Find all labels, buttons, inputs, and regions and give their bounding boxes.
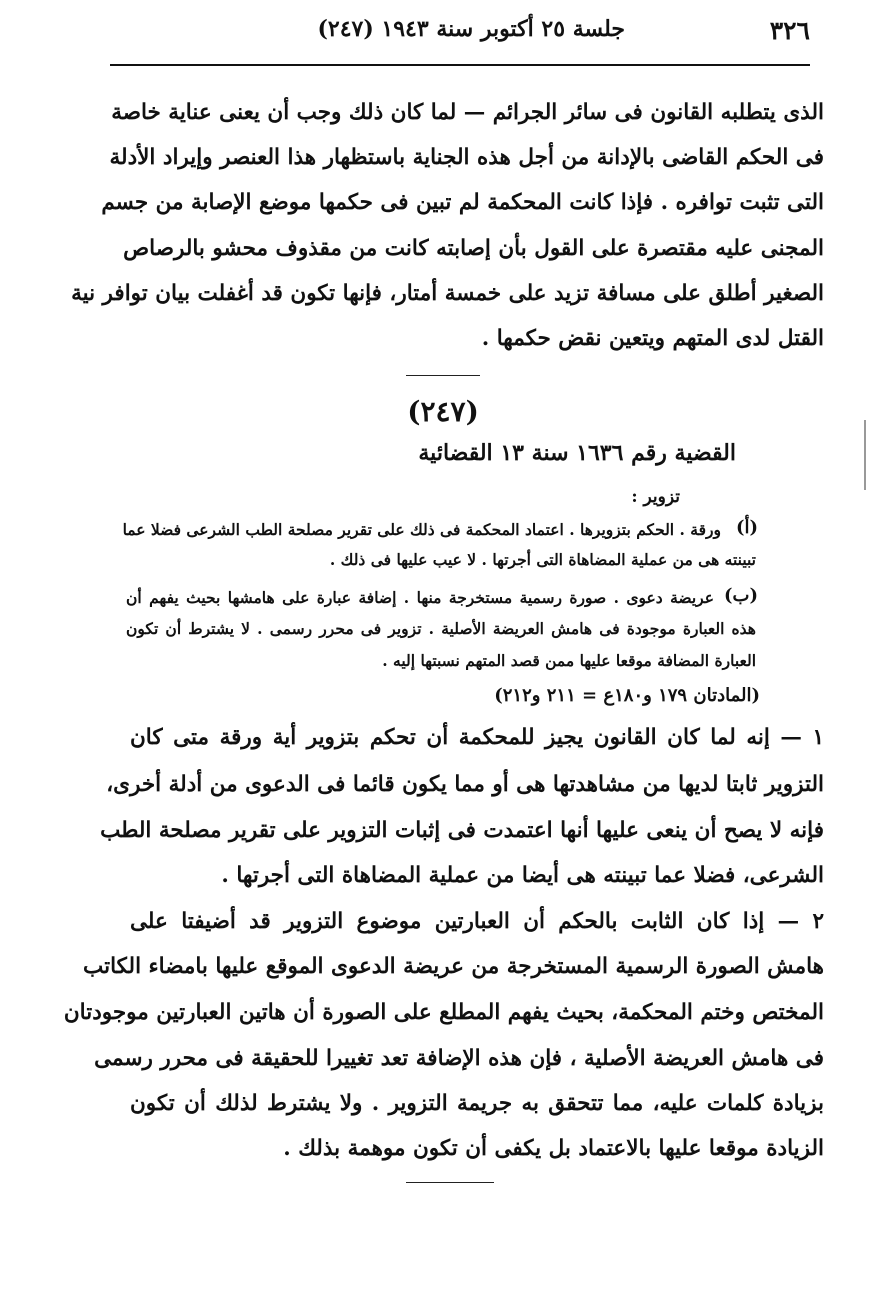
article-reference: (المادتان ١٧٩ و١٨٠ع = ٢١١ و٢١٢) — [494, 685, 760, 706]
headnote-line: ورقة . الحكم بتزويرها . اعتماد المحكمة فى ذلك على تقرير مصلحة الطب الشرعى فضلا عما — [122, 520, 721, 539]
headnote-line: العبارة المضافة موقعا عليها ممن قصد المتهم نسبتها إليه . — [382, 651, 756, 670]
intro-line: المجنى عليه مقتصرة على القول بأن إصابته كانت من مقذوف محشو بالرصاص — [123, 236, 824, 261]
running-head: جلسة ٢٥ أكتوبر سنة ١٩٤٣ (٢٤٧) — [317, 16, 625, 42]
holding-line: فإنه لا يصح أن ينعى عليها أنها اعتمدت فى إثبات التزوير على تقرير مصلحة الطب — [100, 818, 824, 843]
page-number: ٣٢٦ — [769, 16, 810, 45]
holding-line: الزيادة موقعا عليها بالاعتماد بل يكفى أن تكون موهمة بذلك . — [283, 1136, 824, 1161]
header-rule — [110, 64, 810, 66]
holding-line: هامش الصورة الرسمية المستخرجة من عريضة الدعوى الموقع عليها بامضاء الكاتب — [83, 954, 824, 979]
holding-line: الشرعى، فضلا عما تبينته هى أيضا من عملية المضاهاة التى أجرتها . — [221, 863, 824, 888]
case-reference: القضية رقم ١٦٣٦ سنة ١٣ القضائية — [418, 440, 736, 466]
headnote-line: عريضة دعوى . صورة رسمية مستخرجة منها . إضافة عبارة على هامشها بحيث يفهم أن — [126, 588, 714, 607]
scan-margin-mark — [864, 420, 866, 490]
headnote-line: تبينته هى من عملية المضاهاة التى أجرتها . لا عيب عليها فى ذلك . — [329, 550, 756, 569]
holding-line: التزوير ثابتا لديها من مشاهدتها هى أو مما يكون قائما فى الدعوى من أدلة أخرى، — [106, 772, 824, 797]
page-header — [110, 12, 810, 58]
intro-line: الصغير أطلق على مسافة تزيد على خمسة أمتار، فإنها تكون قد أغفلت بيان توافر نية — [71, 281, 824, 306]
end-divider — [406, 1182, 494, 1183]
holding-line: بزيادة كلمات عليه، مما تتحقق به جريمة التزوير . ولا يشترط لذلك أن تكون — [130, 1091, 824, 1116]
section-divider — [406, 375, 480, 376]
intro-line: فى الحكم القاضى بالإدانة من أجل هذه الجناية باستظهار هذا العنصر وإيراد الأدلة — [109, 145, 824, 170]
holding-line: ٢ — إذا كان الثابت بالحكم أن العبارتين موضوع التزوير قد أضيفتا على — [130, 909, 824, 934]
intro-line: التى تثبت توافره . فإذا كانت المحكمة لم تبين فى حكمها موضع الإصابة من جسم — [101, 190, 824, 215]
intro-line: القتل لدى المتهم ويتعين نقض حكمها . — [481, 326, 824, 351]
holding-line: المختص وختم المحكمة، بحيث يفهم المطلع على الصورة أن هاتين العبارتين موجودتان — [63, 1000, 824, 1025]
case-number: (٢٤٧) — [407, 395, 479, 428]
holding-line: ١ — إنه لما كان القانون يجيز للمحكمة أن تحكم بتزوير أية ورقة متى كان — [130, 725, 824, 750]
headnote-line: هذه العبارة موجودة فى هامش العريضة الأصلية . تزوير فى محرر رسمى . لا يشترط أن تكون — [126, 619, 756, 638]
headnote-label: (أ) — [735, 517, 758, 538]
intro-line: الذى يتطلبه القانون فى سائر الجرائم — لما كان ذلك وجب أن يعنى عناية خاصة — [111, 100, 824, 125]
holding-line: فى هامش العريضة الأصلية ، فإن هذه الإضافة تعد تغييرا للحقيقة فى محرر رسمى — [94, 1046, 824, 1071]
case-subject: تزوير : — [631, 487, 680, 507]
headnote-label: (ب) — [724, 585, 758, 606]
